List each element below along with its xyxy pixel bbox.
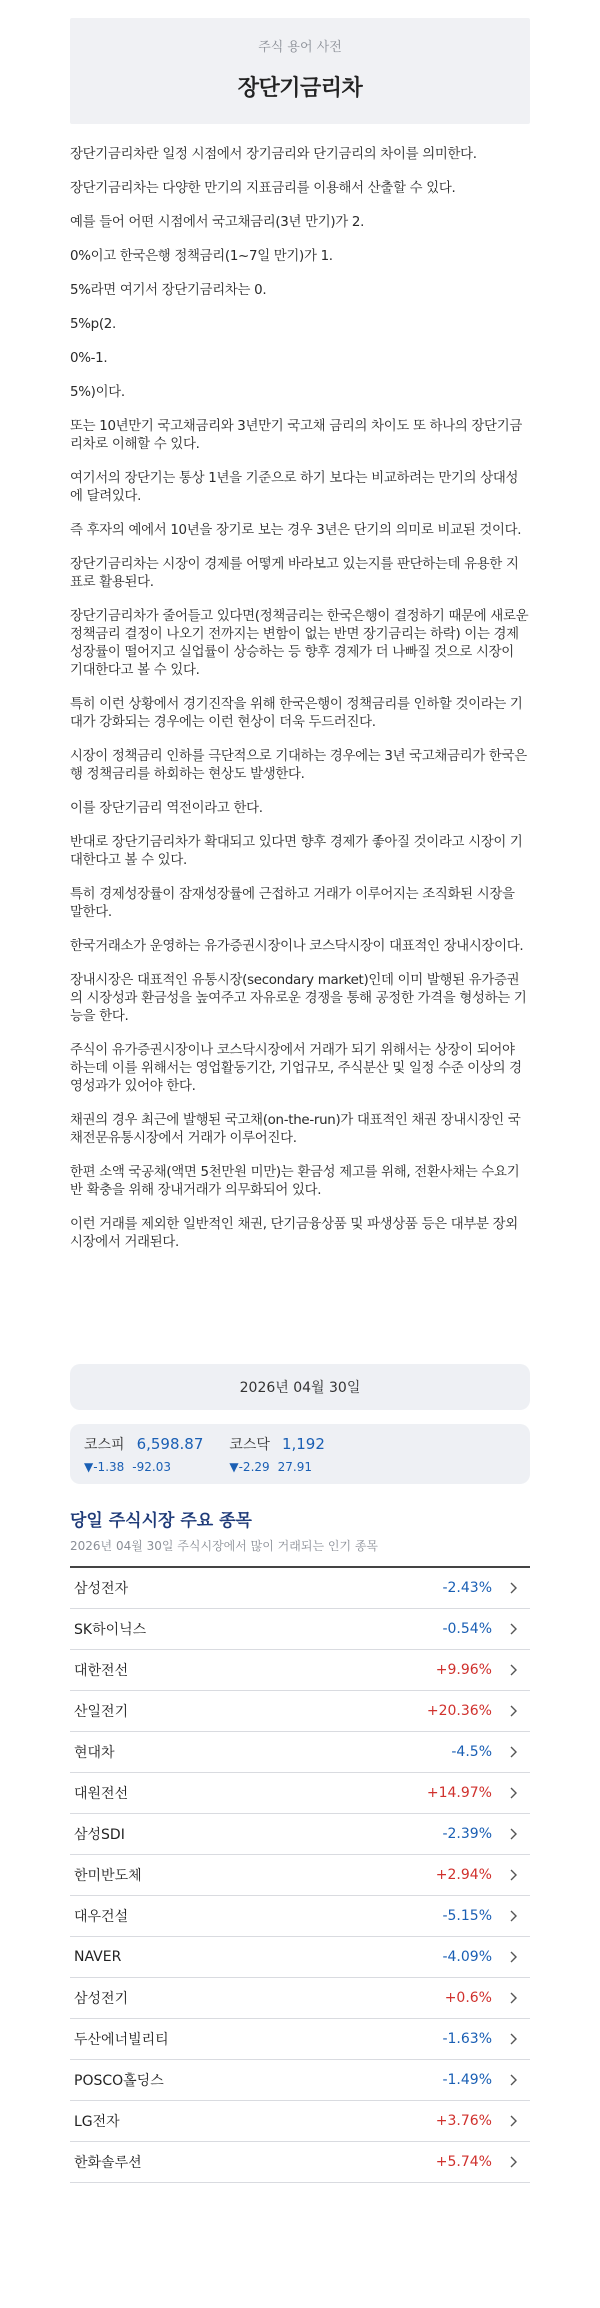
stock-name: LG전자 — [74, 2114, 120, 2130]
index-value: 1,192 — [281, 1435, 325, 1453]
chevron-right-icon — [506, 2072, 522, 2088]
chevron-right-icon — [506, 1662, 522, 1678]
stock-name: 대우건설 — [74, 1909, 129, 1925]
article-paragraph: 장내시장은 대표적인 유통시장(secondary market)인데 이미 발행된 유가증권의 시장성과 환금성을 높여주고 자유로운 경쟁을 통해 공정한 가격을 형성하는 기능을 한다. — [70, 973, 527, 1024]
article-paragraph: 한국거래소가 운영하는 유가증권시장이나 코스닥시장이 대표적인 장내시장이다. — [70, 939, 524, 954]
stock-change: +0.6% — [444, 1990, 492, 2006]
article-paragraph: 주식이 유가증권시장이나 코스닥시장에서 거래가 되기 위해서는 상장이 되어야 하는데 이를 위해서는 영업활동기간, 기업규모, 주식분산 및 일정 수준 이상의 경영성과가 있어야 한다. — [70, 1043, 522, 1094]
index-summary — [70, 1424, 530, 1484]
index-name: 코스피 — [84, 1437, 125, 1453]
chevron-right-icon — [506, 1908, 522, 1924]
stock-name: 한미반도체 — [74, 1868, 142, 1884]
stock-name: 대한전선 — [74, 1663, 129, 1679]
stock-change: -0.54% — [442, 1621, 492, 1637]
index-change-abs: 27.91 — [277, 1460, 313, 1474]
chevron-right-icon — [506, 1826, 522, 1842]
article-paragraph: 장단기금리차란 일정 시점에서 장기금리와 단기금리의 차이를 의미한다. — [70, 147, 477, 162]
stock-change: +3.76% — [435, 2113, 492, 2129]
stock-row[interactable] — [70, 2142, 530, 2183]
stock-row[interactable] — [70, 2019, 530, 2060]
stock-name: 현대차 — [74, 1745, 115, 1761]
article-paragraph: 5%p(2. — [70, 317, 116, 332]
article-body — [70, 146, 530, 1252]
stock-change: +9.96% — [435, 1662, 492, 1678]
chevron-right-icon — [506, 2031, 522, 2047]
article-paragraph: 반대로 장단기금리차가 확대되고 있다면 향후 경제가 좋아질 것이라고 시장이 기대한다고 볼 수 있다. — [70, 835, 523, 868]
article-paragraph: 또는 10년만기 국고채금리와 3년만기 국고채 금리의 차이도 또 하나의 장단기금리차로 이해할 수 있다. — [70, 419, 522, 452]
stock-row[interactable] — [70, 1978, 530, 2019]
article-paragraph: 여기서의 장단기는 통상 1년을 기준으로 하기 보다는 비교하려는 만기의 상대성에 달려있다. — [70, 471, 519, 504]
article-paragraph: 이런 거래를 제외한 일반적인 채권, 단기금융상품 및 파생상품 등은 대부분 장외시장에서 거래된다. — [70, 1217, 518, 1250]
stock-name: 대원전선 — [74, 1786, 129, 1802]
stock-row[interactable] — [70, 1691, 530, 1732]
index-change-pct: ▼-2.29 — [229, 1460, 270, 1474]
term-header — [70, 18, 530, 124]
article-paragraph: 특히 이런 상황에서 경기진작을 위해 한국은행이 정책금리를 인하할 것이라는 기대가 강화되는 경우에는 이런 현상이 더욱 두드러진다. — [70, 697, 523, 730]
article-paragraph: 장단기금리차는 다양한 만기의 지표금리를 이용해서 산출할 수 있다. — [70, 181, 456, 196]
article-paragraph: 0%-1. — [70, 351, 108, 366]
article-paragraph: 5%)이다. — [70, 385, 125, 400]
section-subtitle: 2026년 04월 30일 주식시장에서 많이 거래되는 인기 종목 — [70, 1539, 379, 1553]
stock-name: NAVER — [74, 1949, 122, 1965]
stock-name: 삼성전기 — [74, 1991, 129, 2007]
stock-change: +20.36% — [426, 1703, 492, 1719]
chevron-right-icon — [506, 1621, 522, 1637]
stock-name: 삼성SDI — [74, 1827, 125, 1843]
stock-change: -2.43% — [442, 1580, 492, 1596]
article-paragraph: 특히 경제성장률이 잠재성장률에 근접하고 거래가 이루어지는 조직화된 시장을 말한다. — [70, 887, 515, 920]
stock-change: -5.15% — [442, 1908, 492, 1924]
stock-name: 삼성전자 — [74, 1581, 129, 1597]
page-container — [70, 18, 530, 2183]
stock-change: -1.49% — [442, 2072, 492, 2088]
index-value: 6,598.87 — [136, 1435, 204, 1453]
stock-change: +2.94% — [435, 1867, 492, 1883]
stock-change: -4.5% — [451, 1744, 492, 1760]
stock-row[interactable] — [70, 1937, 530, 1978]
index-kospi — [84, 1434, 203, 1474]
stock-row[interactable] — [70, 1732, 530, 1773]
chevron-right-icon — [506, 1744, 522, 1760]
page-title: 장단기금리차 — [237, 76, 363, 101]
article-paragraph: 채권의 경우 최근에 발행된 국고채(on-the-run)가 대표적인 채권 장내시장인 국채전문유통시장에서 거래가 이루어진다. — [70, 1113, 521, 1146]
stock-row[interactable] — [70, 1650, 530, 1691]
chevron-right-icon — [506, 1580, 522, 1596]
article-paragraph: 예를 들어 어떤 시점에서 국고채금리(3년 만기)가 2. — [70, 215, 365, 230]
stock-row[interactable] — [70, 2101, 530, 2142]
stock-name: SK하이닉스 — [74, 1622, 147, 1638]
stock-row[interactable] — [70, 1814, 530, 1855]
chevron-right-icon — [506, 1867, 522, 1883]
stock-name: 한화솔루션 — [74, 2155, 142, 2171]
stock-name: 두산에너빌리티 — [74, 2032, 169, 2048]
index-kosdaq — [229, 1434, 325, 1474]
index-name: 코스닥 — [229, 1437, 270, 1453]
stock-row[interactable] — [70, 1773, 530, 1814]
article-paragraph: 0%이고 한국은행 정책금리(1~7일 만기)가 1. — [70, 249, 333, 264]
stock-change: -1.63% — [442, 2031, 492, 2047]
stock-row[interactable] — [70, 2060, 530, 2101]
stock-name: POSCO홀딩스 — [74, 2073, 164, 2089]
chevron-right-icon — [506, 1785, 522, 1801]
stock-list — [70, 1566, 530, 2183]
chevron-right-icon — [506, 2113, 522, 2129]
stock-row[interactable] — [70, 1896, 530, 1937]
stock-row[interactable] — [70, 1609, 530, 1650]
dictionary-label: 주식 용어 사전 — [258, 40, 342, 55]
article-paragraph: 시장이 정책금리 인하를 극단적으로 기대하는 경우에는 3년 국고채금리가 한국은행 정책금리를 하회하는 현상도 발생한다. — [70, 749, 527, 782]
article-paragraph: 장단기금리차는 시장이 경제를 어떻게 바라보고 있는지를 판단하는데 유용한 지표로 활용된다. — [70, 557, 519, 590]
index-change-abs: -92.03 — [132, 1460, 171, 1474]
stock-change: -4.09% — [442, 1949, 492, 1965]
stock-row[interactable] — [70, 1855, 530, 1896]
stock-change: +14.97% — [426, 1785, 492, 1801]
article-paragraph: 장단기금리차가 줄어들고 있다면(정책금리는 한국은행이 결정하기 때문에 새로운 정책금리 결정이 나오기 전까지는 변함이 없는 반면 장기금리는 하락) 이는 경제성장률이 떨어지고 실업률이 상승하는 등 향후 경제가 더 나빠질 것으로 시장이 기대한다고 볼 수 있다. — [70, 609, 529, 678]
chevron-right-icon — [506, 1703, 522, 1719]
stock-change: -2.39% — [442, 1826, 492, 1842]
article-paragraph: 한편 소액 국공채(액면 5천만원 미만)는 환금성 제고를 위해, 전환사채는 수요기반 확충을 위해 장내거래가 의무화되어 있다. — [70, 1165, 520, 1198]
stock-row[interactable] — [70, 1568, 530, 1609]
article-paragraph: 즉 후자의 예에서 10년을 장기로 보는 경우 3년은 단기의 의미로 비교된 것이다. — [70, 523, 522, 538]
chevron-right-icon — [506, 1949, 522, 1965]
section-title: 당일 주식시장 주요 종목 — [70, 1511, 252, 1531]
index-change-pct: ▼-1.38 — [84, 1460, 125, 1474]
stock-change: +5.74% — [435, 2154, 492, 2170]
chevron-right-icon — [506, 1990, 522, 2006]
stock-name: 산일전기 — [74, 1704, 129, 1720]
article-paragraph: 5%라면 여기서 장단기금리차는 0. — [70, 283, 267, 298]
section-spacer — [70, 1268, 530, 1364]
market-date: 2026년 04월 30일 — [70, 1364, 530, 1410]
article-paragraph: 이를 장단기금리 역전이라고 한다. — [70, 801, 263, 816]
chevron-right-icon — [506, 2154, 522, 2170]
